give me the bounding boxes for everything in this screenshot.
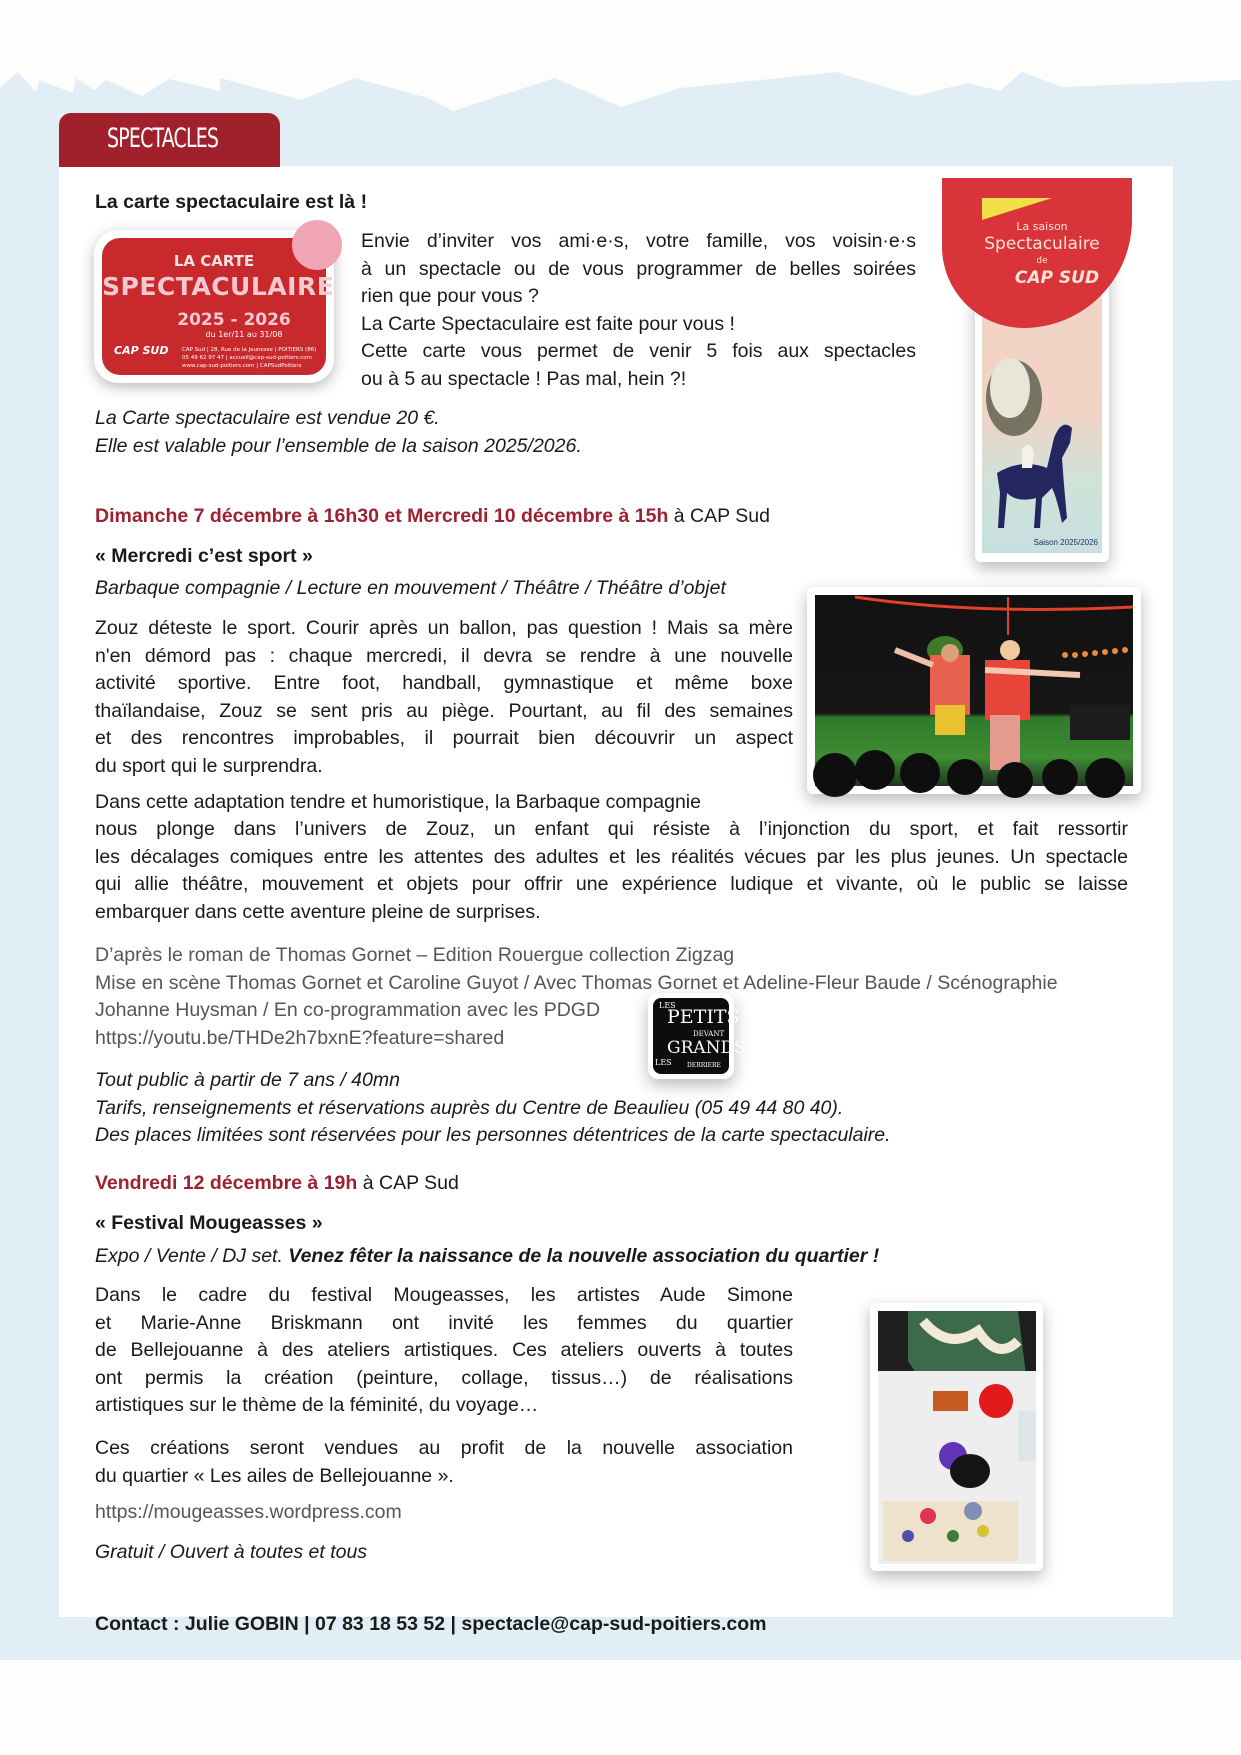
event2-genre: Expo / Vente / DJ set.	[95, 1245, 289, 1267]
poster-line3: de	[1036, 256, 1048, 266]
event1-genre: Barbaque compagnie / Lecture en mouvement / Théâtre / Théâtre d’objet	[95, 577, 726, 599]
event1-credit-line: D’après le roman de Thomas Gornet – Edition Rouergue collection Zigzag	[95, 944, 735, 966]
poster-line4: CAP SUD	[1014, 268, 1100, 288]
carte-line: ou à 5 au spectacle ! Pas mal, hein ?!	[361, 367, 687, 390]
card-line2: SPECTACULAIRE	[102, 272, 335, 301]
event1-places: Des places limitées sont réservées pour les personnes détentrices de la carte spectaculaire.	[95, 1124, 891, 1146]
event2-sale-line: Ces créations seront vendues au profit de la nouvelle association	[95, 1437, 793, 1459]
logo-line3: DEVANT	[693, 1030, 725, 1038]
contact-line: Contact : Julie GOBIN | 07 83 18 53 52 | spectacle@cap-sud-poitiers.com	[95, 1613, 767, 1635]
event2-genre-line	[95, 1243, 879, 1271]
event2-sale-line: du quartier « Les ailes de Bellejouanne ».	[95, 1464, 454, 1487]
event1-adapt-line: embarquer dans cette aventure pleine de surprises.	[95, 900, 541, 923]
event1-video-link[interactable]: https://youtu.be/THDe2h7bxnE?feature=shared	[95, 1026, 505, 1049]
event1-credit-line: Johanne Huysman / En co-programmation avec les PDGD	[95, 999, 601, 1021]
logo-line4: GRANDS	[667, 1038, 746, 1058]
carte-price-block	[95, 405, 582, 460]
poster-line1: La saison	[1016, 220, 1068, 233]
carte-spectaculaire-image	[94, 230, 334, 383]
event1-adaptation	[95, 816, 1128, 926]
event2-desc-line: de Bellejouanne à des ateliers artistiques. Ces ateliers ouverts à toutes	[95, 1339, 793, 1361]
horse-illustration	[992, 398, 1092, 548]
card-contact: 05 49 62 97 47 | accueil@cap-sud-poitiers.com	[182, 355, 312, 361]
event1-desc-line: du sport qui le surprendra.	[95, 754, 323, 777]
event2-website-link[interactable]: https://mougeasses.wordpress.com	[95, 1501, 402, 1523]
cap-sud-logo: CAP SUD	[114, 344, 169, 357]
event1-credits	[95, 942, 1058, 1052]
event1-desc-line: n'en démord pas : chaque mercredi, il devra se rendre à une nouvelle	[95, 644, 793, 667]
event1-venue: à CAP Sud	[668, 505, 770, 527]
event1-desc-line: Zouz déteste le sport. Courir après un ballon, pas question ! Mais sa mère	[95, 617, 793, 639]
event1-desc-line: et des rencontres improbables, il pourrait bien découvrir un aspect	[95, 727, 793, 749]
event1-adapt-line: les décalages comiques entre les attentes des adultes et les réalités vécues par les plus jeunes. Un spectacle	[95, 845, 1128, 868]
stage-photo	[807, 587, 1141, 794]
event1-tarifs: Tarifs, renseignements et réservations auprès du Centre de Beaulieu (05 49 44 80 40).	[95, 1096, 844, 1119]
card-address: CAP Sud | 28, Rue de la Jeunesse | POITIERS (86)	[182, 347, 317, 353]
event2-price: Gratuit / Ouvert à toutes et tous	[95, 1541, 368, 1563]
logo-line5: LES	[655, 1058, 672, 1067]
carte-heading: La carte spectaculaire est là !	[95, 191, 368, 213]
event1-audience: Tout public à partir de 7 ans / 40mn	[95, 1069, 400, 1091]
section-tab	[59, 113, 280, 167]
workshop-photo	[870, 1303, 1043, 1571]
event1-adapt-line: nous plonge dans l’univers de Zouz, un enfant qui résiste à l’injonction du sport, et fait ressortir	[95, 818, 1128, 840]
event1-desc-line: thaïlandaise, Zouz se sent pris au piège. Pourtant, au fil des semaines	[95, 699, 793, 722]
event2-desc-line: ont permis la création (peinture, collage, tissus…) de réalisations	[95, 1366, 793, 1389]
event1-date-line	[95, 503, 770, 531]
logo-line6: DERRIERE	[687, 1062, 721, 1069]
event2-sale	[95, 1435, 793, 1490]
carte-line: La Carte Spectaculaire est faite pour vous !	[361, 312, 735, 335]
event2-venue: à CAP Sud	[357, 1172, 459, 1194]
event1-adaptation-first: Dans cette adaptation tendre et humoristique, la Barbaque compagnie	[95, 791, 701, 813]
carte-line: Envie d’inviter vos ami·e·s, votre famille, vos voisin·e·s	[361, 230, 916, 252]
card-period: du 1er/11 au 31/08	[205, 330, 283, 339]
season-poster	[975, 190, 1109, 562]
event1-credit-line: Mise en scène Thomas Gornet et Caroline Guyot / Avec Thomas Gornet et Adeline-Fleur Baude / Scénographie	[95, 971, 1058, 994]
event2-desc-line: Dans le cadre du festival Mougeasses, les artistes Aude Simone	[95, 1284, 793, 1306]
event2-tagline: Venez fêter la naissance de la nouvelle association du quartier !	[288, 1245, 880, 1267]
logo-line1: LES	[659, 1001, 676, 1010]
carte-price: La Carte spectaculaire est vendue 20 €.	[95, 407, 440, 429]
event2-desc-line: artistiques sur le thème de la féminité, du voyage…	[95, 1394, 539, 1416]
card-web: www.cap-sud-poitiers.com | CAPSudPoitiers	[182, 363, 302, 369]
event2-description	[95, 1282, 793, 1420]
card-address-block	[182, 346, 322, 370]
poster-line2: Spectaculaire	[984, 234, 1100, 254]
event1-practical	[95, 1067, 891, 1150]
card-line1: LA CARTE	[173, 252, 255, 270]
carte-line: Cette carte vous permet de venir 5 fois aux spectacles	[361, 340, 916, 362]
event1-adapt-line: qui allie théâtre, mouvement et objets pour offrir une expérience ludique et vivante, où le public se laisse	[95, 873, 1128, 895]
event2-title: « Festival Mougeasses »	[95, 1212, 323, 1234]
card-years: 2025 - 2026	[177, 310, 291, 330]
event2-date: Vendredi 12 décembre à 19h	[95, 1172, 358, 1194]
logo-line2: PETITS	[667, 1006, 740, 1028]
carte-line: rien que pour vous ?	[361, 285, 539, 307]
carte-line: à un spectacle ou de vous programmer de belles soirées	[361, 257, 916, 280]
event1-description	[95, 615, 793, 780]
event2-date-line	[95, 1170, 459, 1198]
event1-date: Dimanche 7 décembre à 16h30 et Mercredi 10 décembre à 15h	[95, 505, 669, 527]
carte-validity: Elle est valable pour l’ensemble de la saison 2025/2026.	[95, 434, 582, 457]
event1-desc-line: activité sportive. Entre foot, handball, gymnastique et même boxe	[95, 672, 793, 694]
poster-footer: Saison 2025/2026	[1033, 538, 1098, 547]
event2-desc-line: et Marie-Anne Briskmann ont invité les femmes du quartier	[95, 1311, 793, 1334]
event1-title: « Mercredi c’est sport »	[95, 545, 313, 567]
carte-paragraph	[361, 228, 916, 393]
section-title: SPECTACLES	[107, 123, 219, 154]
